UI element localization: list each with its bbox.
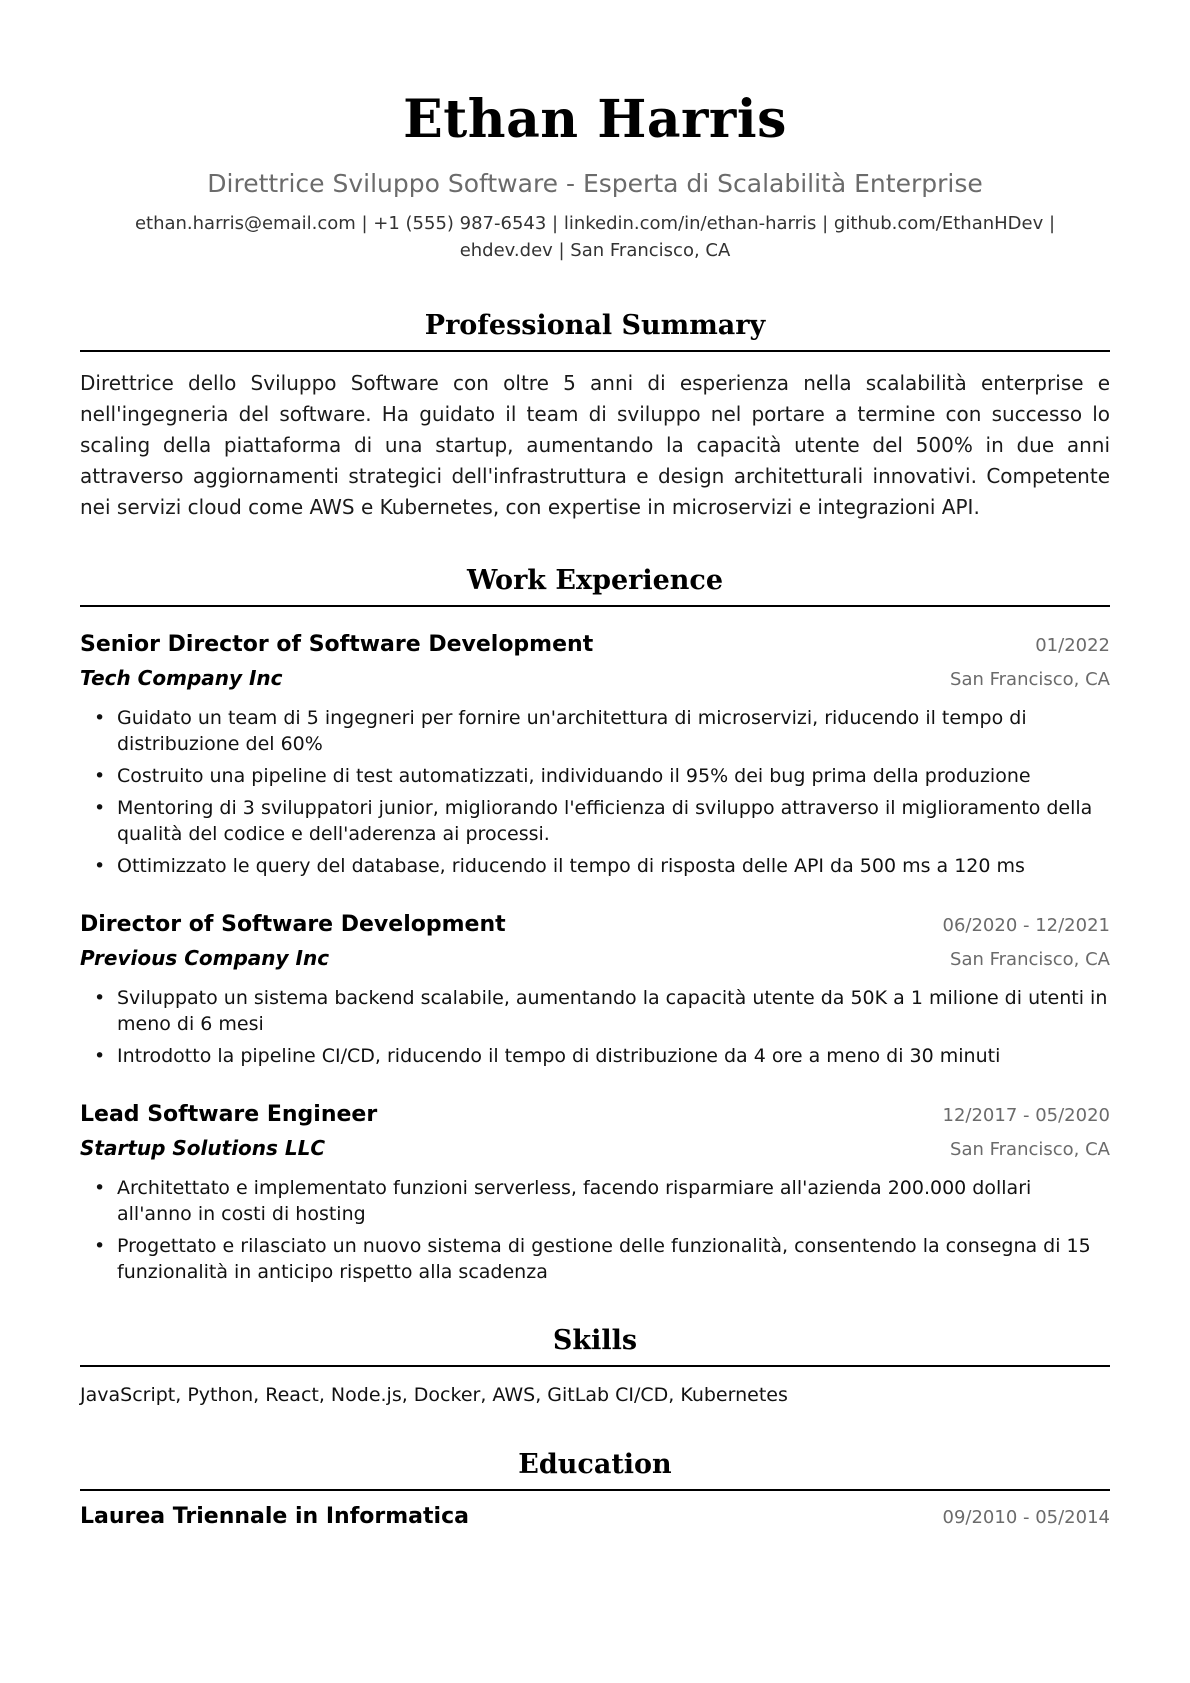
candidate-name: Ethan Harris [403,89,787,150]
contact-info [80,210,1110,264]
job-bullets [80,985,1110,1069]
summary-text: Direttrice dello Sviluppo Software con oltre 5 anni di esperienza nella scalabilità enterprise e nell'ingegneria del software. Ha guidato il team di sviluppo nel portare a termine con successo lo scaling della piattaforma di una startup, aumentando la capacità utente del 500% in due anni attraverso aggiornamenti strategici dell'infrastruttura e design architetturali innovativi. Competente nei servizi cloud come AWS e Kubernetes, con expertise in microservizi e integrazioni API. [80,371,1110,519]
job-bullet: • Ottimizzato le query del database, riducendo il tempo di risposta delle API da 500 ms a 120 ms [80,853,1110,879]
education-entry [80,1501,1110,1533]
job-bullet: • Costruito una pipeline di test automatizzati, individuando il 95% dei bug prima della produzione [80,763,1110,789]
job-company-row [80,941,1110,973]
job-entry [80,909,1110,1069]
job-entry [80,1099,1110,1285]
job-title: Lead Software Engineer [80,1102,378,1127]
skills-heading: Skills [80,1323,1110,1367]
job-bullet: • Sviluppato un sistema backend scalabile, aumentando la capacità utente da 50K a 1 milione di utenti in meno di 6 mesi [80,985,1110,1037]
work-experience-section [80,563,1110,1285]
skills-list: JavaScript, Python, React, Node.js, Docker, AWS, GitLab CI/CD, Kubernetes [80,1384,788,1406]
job-bullet: • Architettato e implementato funzioni serverless, facendo risparmiare all'azienda 200.000 dollari all'anno in costi di hosting [80,1175,1110,1227]
candidate-headline: Direttrice Sviluppo Software - Esperta di Scalabilità Enterprise [207,169,983,198]
resume-header [80,0,1110,264]
job-title-row [80,909,1110,941]
education-heading: Education [80,1447,1110,1491]
job-location: San Francisco, CA [950,1139,1110,1160]
job-title: Senior Director of Software Development [80,632,594,657]
job-bullet: • Guidato un team di 5 ingegneri per fornire un'architettura di microservizi, riducendo il tempo di distribuzione del 60% [80,705,1110,757]
job-entry [80,629,1110,879]
job-company: Tech Company Inc [80,666,283,690]
job-bullets [80,705,1110,879]
job-company-row [80,1131,1110,1163]
job-location: San Francisco, CA [950,949,1110,970]
job-bullet: • Introdotto la pipeline CI/CD, riducendo il tempo di distribuzione da 4 ore a meno di 30 minuti [80,1043,1110,1069]
job-company-row [80,661,1110,693]
job-date: 06/2020 - 12/2021 [942,915,1110,936]
degree-title: Laurea Triennale in Informatica [80,1504,469,1529]
job-bullet: • Progettato e rilasciato un nuovo sistema di gestione delle funzionalità, consentendo la consegna di 15 funzionalità in anticipo rispetto alla scadenza [80,1233,1110,1285]
job-title: Director of Software Development [80,912,506,937]
job-bullet: • Mentoring di 3 sviluppatori junior, migliorando l'efficienza di sviluppo attraverso il miglioramento della qualità del codice e dell'aderenza ai processi. [80,795,1110,847]
contact-line-1: ethan.harris@email.com | +1 (555) 987-6543 | linkedin.com/in/ethan-harris | github.com/EthanHDev | [134,213,1056,234]
job-company: Previous Company Inc [80,946,330,970]
skills-section [80,1323,1110,1409]
job-title-row [80,1099,1110,1131]
job-bullets [80,1175,1110,1285]
job-company: Startup Solutions LLC [80,1136,326,1160]
job-date: 12/2017 - 05/2020 [942,1105,1110,1126]
education-date: 09/2010 - 05/2014 [942,1507,1110,1528]
work-experience-heading: Work Experience [80,563,1110,607]
summary-heading: Professional Summary [80,308,1110,352]
job-location: San Francisco, CA [950,669,1110,690]
job-title-row [80,629,1110,661]
education-section [80,1447,1110,1533]
contact-line-2: ehdev.dev | San Francisco, CA [459,240,731,261]
job-date: 01/2022 [1035,635,1110,656]
summary-section [80,308,1110,523]
